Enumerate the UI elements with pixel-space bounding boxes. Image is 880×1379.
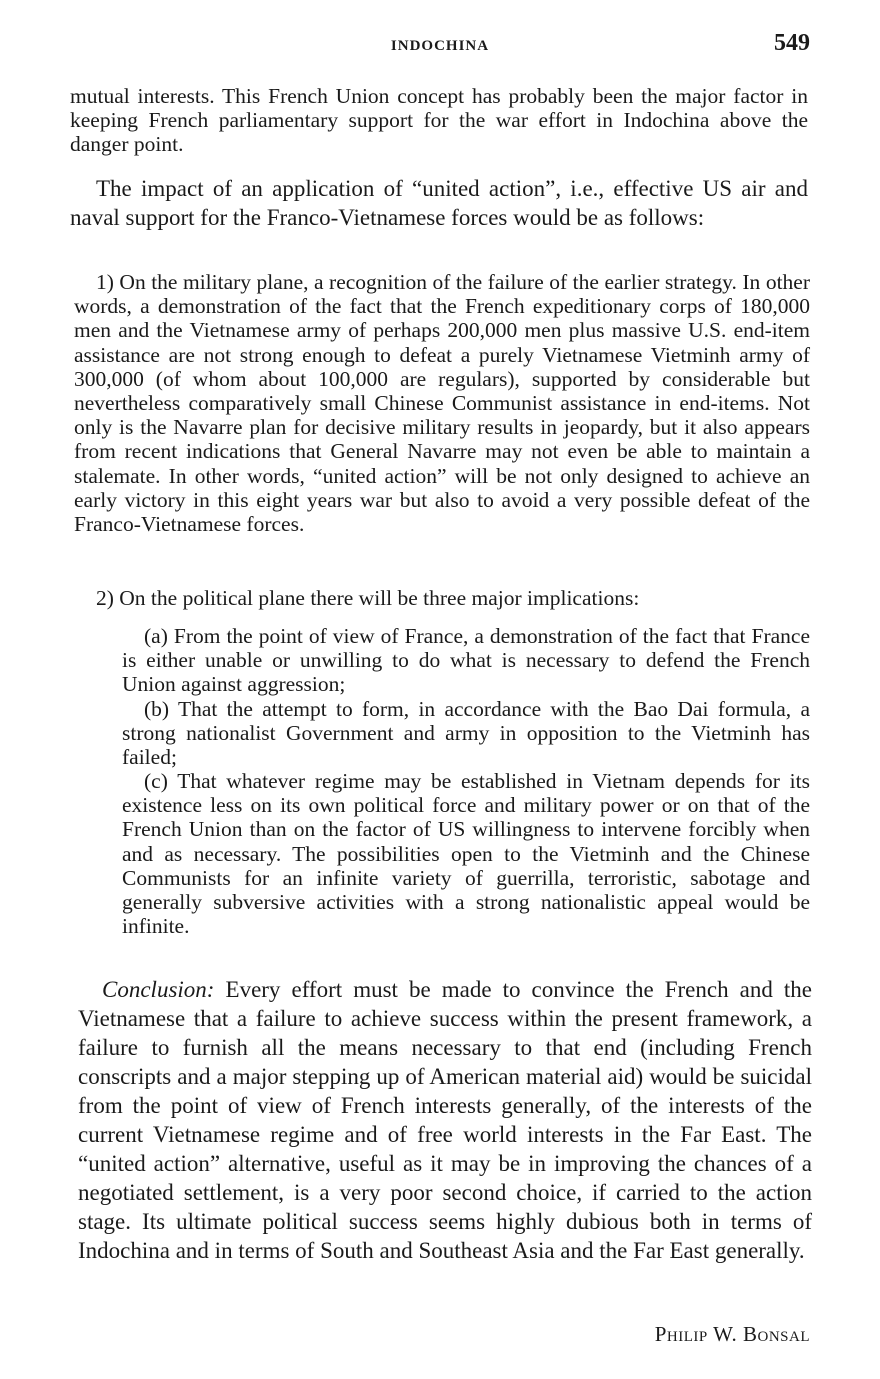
implication-c: (c) That whatever regime may be established in Vietnam depends for its existence less on its own political force and military power or on that of the French Union than on the factor of US willingness to intervene forcibly when and as necessary. The possibilities open to the Vietminh and the Chinese Communists for an infinite variety of guerrilla, terroristic, sabotage and generally subversive activities with a strong nationalistic appeal would be infinite.	[122, 769, 810, 939]
impact-paragraph: The impact of an application of “united action”, i.e., effective US air and naval support for the Franco-Vietnamese forces would be as follows:	[70, 176, 808, 230]
page-number: 549	[774, 30, 810, 56]
conclusion-paragraph	[78, 975, 812, 1265]
conclusion-lead: Conclusion:	[102, 977, 215, 1002]
continuation-paragraph: mutual interests. This French Union concept has probably been the major factor in keeping French parliamentary support for the war effort in Indochina above the danger point.	[70, 84, 808, 157]
political-plane-paragraph: 2) On the political plane there will be three major implications:	[96, 586, 640, 610]
conclusion-text: Every effort must be made to convince the French and the Vietnamese that a failure to achieve success within the present framework, a failure to furnish all the means necessary to that end (including French conscripts and a major stepping up of American material aid) would be suicidal from the point of view of French interests generally, of the interests of the current Vietnamese regime and of free world interests in the Far East. The “united action” alternative, useful as it may be in improving the chances of a negotiated settlement, is a very poor second choice, if carried to the action stage. Its ultimate political success seems highly dubious both in terms of Indochina and in terms of South and Southeast Asia and the Far East generally.	[78, 977, 813, 1263]
signature: Philip W. Bonsal	[654, 1322, 810, 1346]
page-header	[70, 30, 810, 66]
implication-b: (b) That the attempt to form, in accordance with the Bao Dai formula, a strong nationalist Government and army in opposition to the Vietminh has failed;	[122, 697, 810, 770]
military-plane-paragraph: 1) On the military plane, a recognition of the failure of the earlier strategy. In other words, a demonstration of the fact that the French expeditionary corps of 180,000 men and the Vietnamese army of perhaps 200,000 men plus massive U.S. end-item assistance are not strong enough to defeat a purely Vietnamese Vietminh army of 300,000 (of whom about 100,000 are regulars), supported by considerable but nevertheless comparatively small Chinese Communist assistance in end-items. Not only is the Navarre plan for decisive military results in jeopardy, but it also appears from recent indications that General Navarre may not even be able to maintain a stalemate. In other words, “united action” will be not only designed to achieve an early victory in this eight years war but also to avoid a very possible defeat of the Franco-Vietnamese forces.	[74, 270, 810, 537]
running-head: INDOCHINA	[390, 38, 490, 54]
implication-a: (a) From the point of view of France, a demonstration of the fact that France is either unable or unwilling to do what is necessary to defend the French Union against aggression;	[122, 624, 810, 697]
